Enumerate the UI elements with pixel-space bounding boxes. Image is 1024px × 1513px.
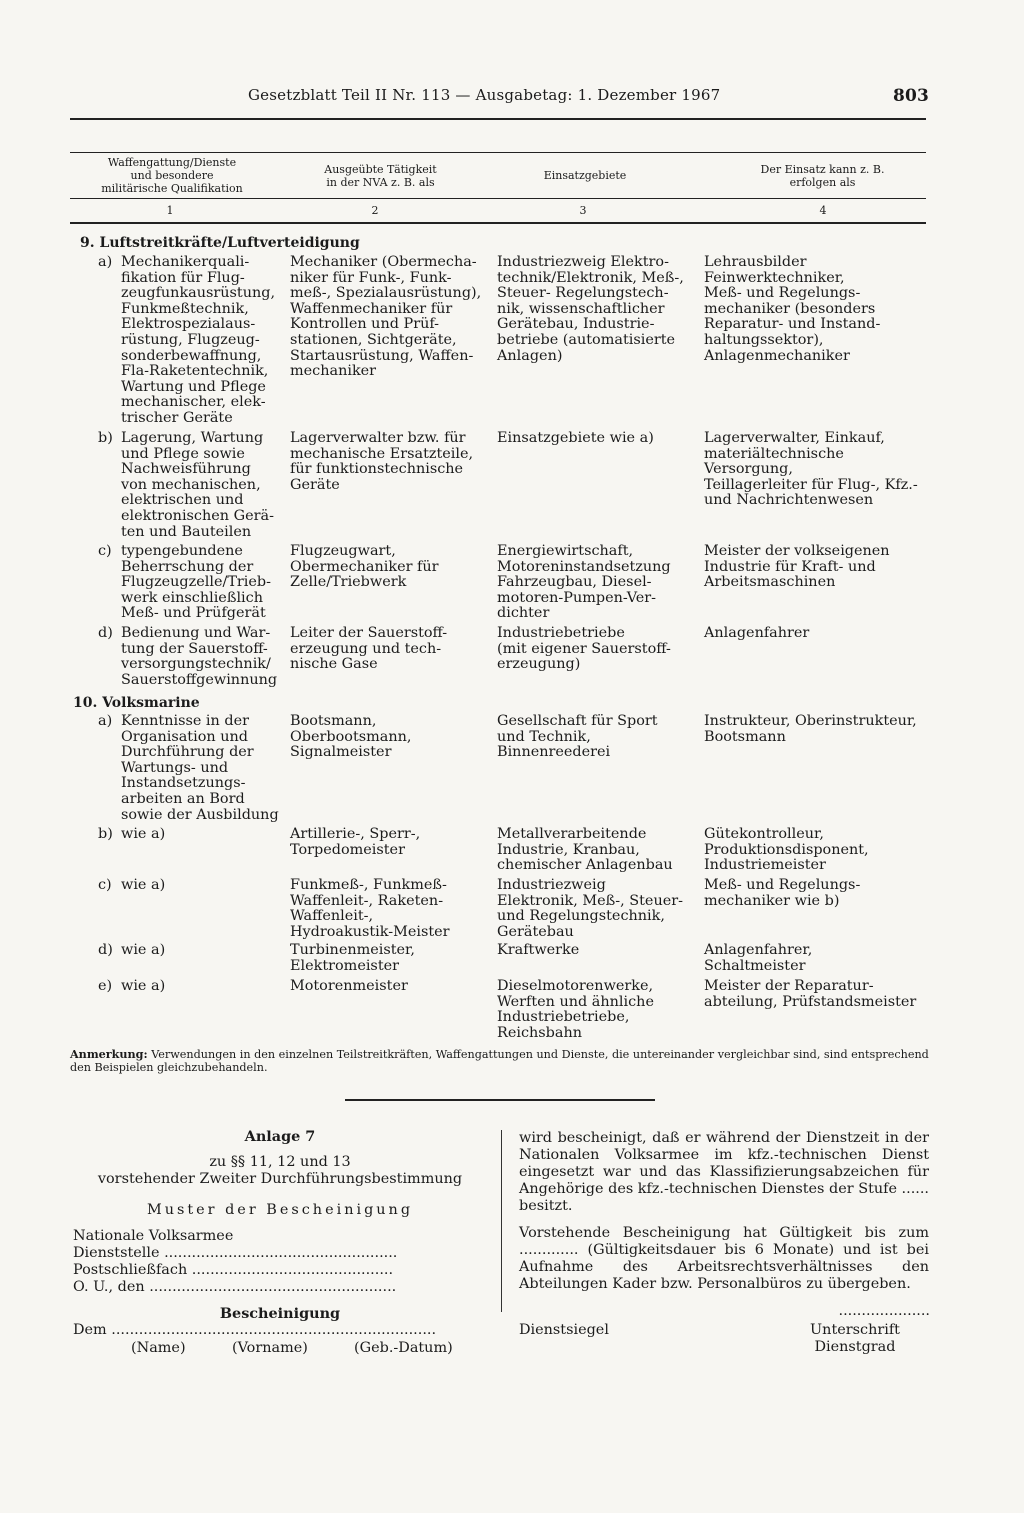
cell-qualification: Bedienung und War- tung der Sauerstoff- versorgungstechnik/ Sauerstoffgewinnung bbox=[121, 625, 278, 688]
cell-field: Einsatzgebiete wie a) bbox=[497, 430, 654, 446]
cell-deployment: Meister der volkseigenen Industrie für Kraft- und Arbeitsmaschinen bbox=[704, 543, 890, 591]
cell-field: Industriezweig Elektro- technik/Elektronik, Meß-, Steuer- Regelungstech- nik, wissenschaftlicher Gerätebau, Industrie- betriebe (automatisierte Anlagen) bbox=[497, 254, 684, 364]
seal-label: Dienstsiegel bbox=[519, 1322, 609, 1338]
cell-activity: Leiter der Sauerstoff- erzeugung und tech- nische Gase bbox=[290, 625, 448, 673]
page-number: 803 bbox=[893, 86, 930, 106]
cell-qualification: wie a) bbox=[121, 877, 166, 893]
cell-qualification: Lagerung, Wartung und Pflege sowie Nachweisführung von mechanischen, elektrischen und elektronischen Gerä- ten und Bauteilen bbox=[121, 430, 274, 540]
running-head bbox=[0, 86, 1024, 110]
column-separator bbox=[501, 1130, 502, 1312]
birthdate-label: (Geb.-Datum) bbox=[354, 1340, 453, 1356]
cell-activity: Artillerie-, Sperr-, Torpedomeister bbox=[290, 826, 421, 858]
signature-label: Unterschrift bbox=[810, 1322, 900, 1338]
form-field: Nationale Volksarmee bbox=[73, 1228, 234, 1244]
cell-activity: Mechaniker (Obermecha- niker für Funk-, Funk- meß-, Spezialausrüstung), Waffenmechaniker für Kontrollen und Prüf- stationen, Sichtgeräte, Startausrüstung, Waffen- mechaniker bbox=[290, 254, 482, 380]
cell-qualification: Kenntnisse in der Organisation und Durchführung der Wartungs- und Instandsetzungs- arbeiten an Bord sowie der Ausbildung bbox=[121, 713, 279, 823]
cell-deployment: Instrukteur, Oberinstrukteur, Bootsmann bbox=[704, 713, 917, 745]
numbers-rule bbox=[70, 222, 926, 224]
cell-activity: Funkmeß-, Funkmeß- Waffenleit-, Raketen- Waffenleit-, Hydroakustik-Meister bbox=[290, 877, 450, 940]
form-heading: Muster der Bescheinigung bbox=[146, 1202, 414, 1218]
form-field: Postschließfach ............................................ bbox=[73, 1262, 394, 1278]
cell-deployment: Meister der Reparatur- abteilung, Prüfstandsmeister bbox=[704, 978, 917, 1010]
cell-qualification: wie a) bbox=[121, 942, 166, 958]
annex-subtitle: zu §§ 11, 12 und 13 bbox=[209, 1154, 351, 1170]
column-heading-3: Einsatzgebiete bbox=[543, 169, 627, 182]
vorname-label: (Vorname) bbox=[232, 1340, 308, 1356]
cell-activity: Flugzeugwart, Obermechaniker für Zelle/Triebwerk bbox=[290, 543, 439, 591]
certificate-text: wird bescheinigt, daß er während der Dienstzeit in der Nationalen Volksarmee im kfz.-technischen Dienst eingesetzt war und das Klassifizierungsabzeichen für Angehörige des kfz.-technischen Dienstes der Stufe ...... besitzt. bbox=[519, 1130, 929, 1214]
note-text: Verwendungen in den einzelnen Teilstreitkräften, Waffengattungen und Dienste, die untereinander vergleichbar sind, sind entsprechend den Beispielen gleichzubehandeln. bbox=[70, 1048, 929, 1074]
row-label: b) bbox=[98, 826, 113, 842]
certificate-heading: Bescheinigung bbox=[219, 1305, 341, 1322]
column-number-4: 4 bbox=[819, 204, 827, 217]
table-top-rule bbox=[70, 152, 926, 153]
cell-deployment: Gütekontrolleur, Produktionsdisponent, Industriemeister bbox=[704, 826, 869, 874]
validity-text: Vorstehende Bescheinigung hat Gültigkeit bis zum ............. (Gültigkeitsdauer bis 6 Monate) und ist bei Aufnahme des Arbeitsrechtsverhältnisses den Abteilungen Kader bzw. Personalbüros zu übergeben. bbox=[519, 1225, 929, 1292]
annex-subtitle: vorstehender Zweiter Durchführungsbestimmung bbox=[97, 1171, 463, 1187]
rank-label: Dienstgrad bbox=[814, 1339, 896, 1355]
row-label: d) bbox=[98, 942, 113, 958]
annex-title: Anlage 7 bbox=[244, 1128, 316, 1145]
cell-activity: Lagerverwalter bzw. für mechanische Ersatzteile, für funktionstechnische Geräte bbox=[290, 430, 474, 493]
cell-activity: Motorenmeister bbox=[290, 978, 408, 994]
dem-line: Dem ....................................................................... bbox=[73, 1322, 437, 1338]
form-field: O. U., den ...................................................... bbox=[73, 1279, 397, 1295]
row-label: b) bbox=[98, 430, 113, 446]
section-title: 9. Luftstreitkräfte/Luftverteidigung bbox=[80, 235, 360, 251]
row-label: c) bbox=[98, 877, 112, 893]
cell-field: Energiewirtschaft, Motoreninstandsetzung Fahrzeugbau, Diesel- motoren-Pumpen-Ver- dichter bbox=[497, 543, 671, 622]
cell-activity: Turbinenmeister, Elektromeister bbox=[290, 942, 415, 974]
cell-field: Dieselmotorenwerke, Werften und ähnliche Industriebetriebe, Reichsbahn bbox=[497, 978, 654, 1041]
row-label: a) bbox=[98, 254, 113, 270]
column-heading-2: Ausgeübte Tätigkeit in der NVA z. B. als bbox=[324, 163, 437, 189]
column-number-3: 3 bbox=[579, 204, 587, 217]
section-title: 10. Volksmarine bbox=[73, 695, 200, 711]
head-rule bbox=[70, 118, 926, 120]
cell-qualification: Mechanikerquali- fikation für Flug- zeugfunkausrüstung, Funkmeßtechnik, Elektrospezialaus- rüstung, Flugzeug- sonderbewaffnung, Fla-Raketentechnik, Wartung und Pflege mechanischer, elek- trischer Geräte bbox=[121, 254, 276, 426]
cell-field: Kraftwerke bbox=[497, 942, 580, 958]
column-number-2: 2 bbox=[371, 204, 379, 217]
cell-qualification: wie a) bbox=[121, 826, 166, 842]
gazette-title: Gesetzblatt Teil II Nr. 113 — Ausgabetag: 1. Dezember 1967 bbox=[248, 86, 721, 104]
row-label: e) bbox=[98, 978, 113, 994]
cell-deployment: Anlagenfahrer bbox=[704, 625, 810, 641]
heading-rule bbox=[70, 198, 926, 199]
column-heading-4: Der Einsatz kann z. B. erfolgen als bbox=[760, 163, 885, 189]
note-key: Anmerkung: bbox=[70, 1047, 148, 1061]
cell-activity: Bootsmann, Oberbootsmann, Signalmeister bbox=[290, 713, 412, 761]
table-note bbox=[70, 1048, 940, 1074]
row-label: c) bbox=[98, 543, 112, 559]
signature-line: .................... bbox=[838, 1303, 930, 1319]
column-heading-1: Waffengattung/Dienste und besondere militärische Qualifikation bbox=[101, 156, 243, 195]
cell-field: Metallverarbeitende Industrie, Kranbau, chemischer Anlagenbau bbox=[497, 826, 673, 874]
cell-deployment: Lehrausbilder Feinwerktechniker, Meß- und Regelungs- mechaniker (besonders Reparatur- und Instand- haltungssektor), Anlagenmechaniker bbox=[704, 254, 881, 364]
cell-field: Industriezweig Elektronik, Meß-, Steuer- und Regelungstechnik, Gerätebau bbox=[497, 877, 683, 940]
name-label: (Name) bbox=[131, 1340, 186, 1356]
row-label: d) bbox=[98, 625, 113, 641]
cell-field: Industriebetriebe (mit eigener Sauerstoff- erzeugung) bbox=[497, 625, 671, 673]
cell-qualification: typengebundene Beherrschung der Flugzeugzelle/Trieb- werk einschließlich Meß- und Prüfgerät bbox=[121, 543, 271, 622]
cell-field: Gesellschaft für Sport und Technik, Binnenreederei bbox=[497, 713, 658, 761]
cell-qualification: wie a) bbox=[121, 978, 166, 994]
cell-deployment: Lagerverwalter, Einkauf, materiältechnische Versorgung, Teillagerleiter für Flug-, Kfz.- und Nachrichtenwesen bbox=[704, 430, 918, 509]
row-label: a) bbox=[98, 713, 113, 729]
section-divider bbox=[345, 1099, 655, 1101]
column-number-1: 1 bbox=[166, 204, 174, 217]
cell-deployment: Meß- und Regelungs- mechaniker wie b) bbox=[704, 877, 861, 909]
cell-deployment: Anlagenfahrer, Schaltmeister bbox=[704, 942, 813, 974]
form-field: Dienststelle ................................................... bbox=[73, 1245, 398, 1261]
